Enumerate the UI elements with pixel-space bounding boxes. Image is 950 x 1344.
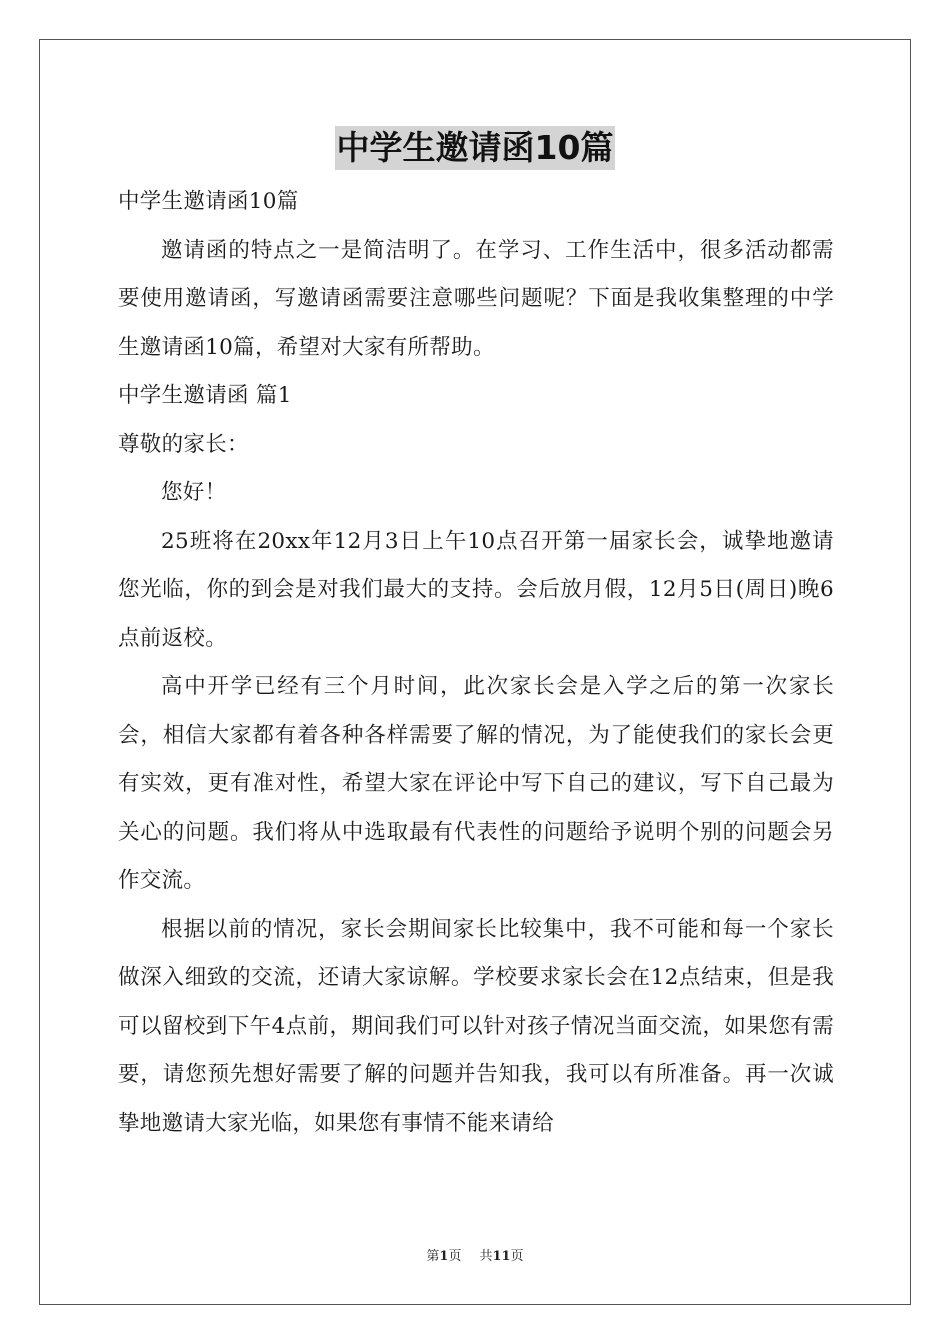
title-container (0, 126, 950, 170)
footer-total-pages: 11 (492, 1249, 511, 1264)
footer-total-prefix: 共 (479, 1249, 493, 1264)
footer-page-prefix: 第 (426, 1249, 440, 1264)
paragraph-greeting: 您好！ (161, 480, 227, 505)
document-title: 中学生邀请函10篇 (335, 126, 616, 170)
document-body (118, 178, 834, 1148)
page-footer (0, 1248, 950, 1266)
footer-total-suffix: 页 (510, 1249, 524, 1264)
footer-page-current: 1 (439, 1249, 449, 1264)
paragraph-subtitle: 中学生邀请函10篇 (118, 189, 299, 214)
paragraph-body: 高中开学已经有三个月时间，此次家长会是入学之后的第一次家长会，相信大家都有着各种各样需要了解的情况，为了能使我们的家长会更有实效，更有准对性，希望大家在评论中写下自己的建议，写下自己最为关心的问题。我们将从中选取最有代表性的问题给予说明个别的问题会另作交流。 (118, 674, 834, 893)
footer-page-suffix: 页 (448, 1249, 462, 1264)
paragraph-salutation: 尊敬的家长： (118, 431, 249, 457)
paragraph-body: 25班将在20xx年12月3日上午10点召开第一届家长会，诚挚地邀请您光临，你的到会是对我们最大的支持。会后放月假，12月5日(周日)晚6点前返校。 (118, 528, 834, 651)
section-heading: 中学生邀请函 篇1 (118, 383, 292, 408)
paragraph-intro: 邀请函的特点之一是简洁明了。在学习、工作生活中，很多活动都需要使用邀请函，写邀请函需要注意哪些问题呢？下面是我收集整理的中学生邀请函10篇，希望对大家有所帮助。 (118, 237, 834, 360)
paragraph-body: 根据以前的情况，家长会期间家长比较集中，我不可能和每一个家长做深入细致的交流，还请大家谅解。学校要求家长会在12点结束，但是我可以留校到下午4点前，期间我们可以针对孩子情况当面交流，如果您有需要，请您预先想好需要了解的问题并告知我，我可以有所准备。再一次诚挚地邀请大家光临，如果您有事情不能来请给 (118, 916, 834, 1136)
